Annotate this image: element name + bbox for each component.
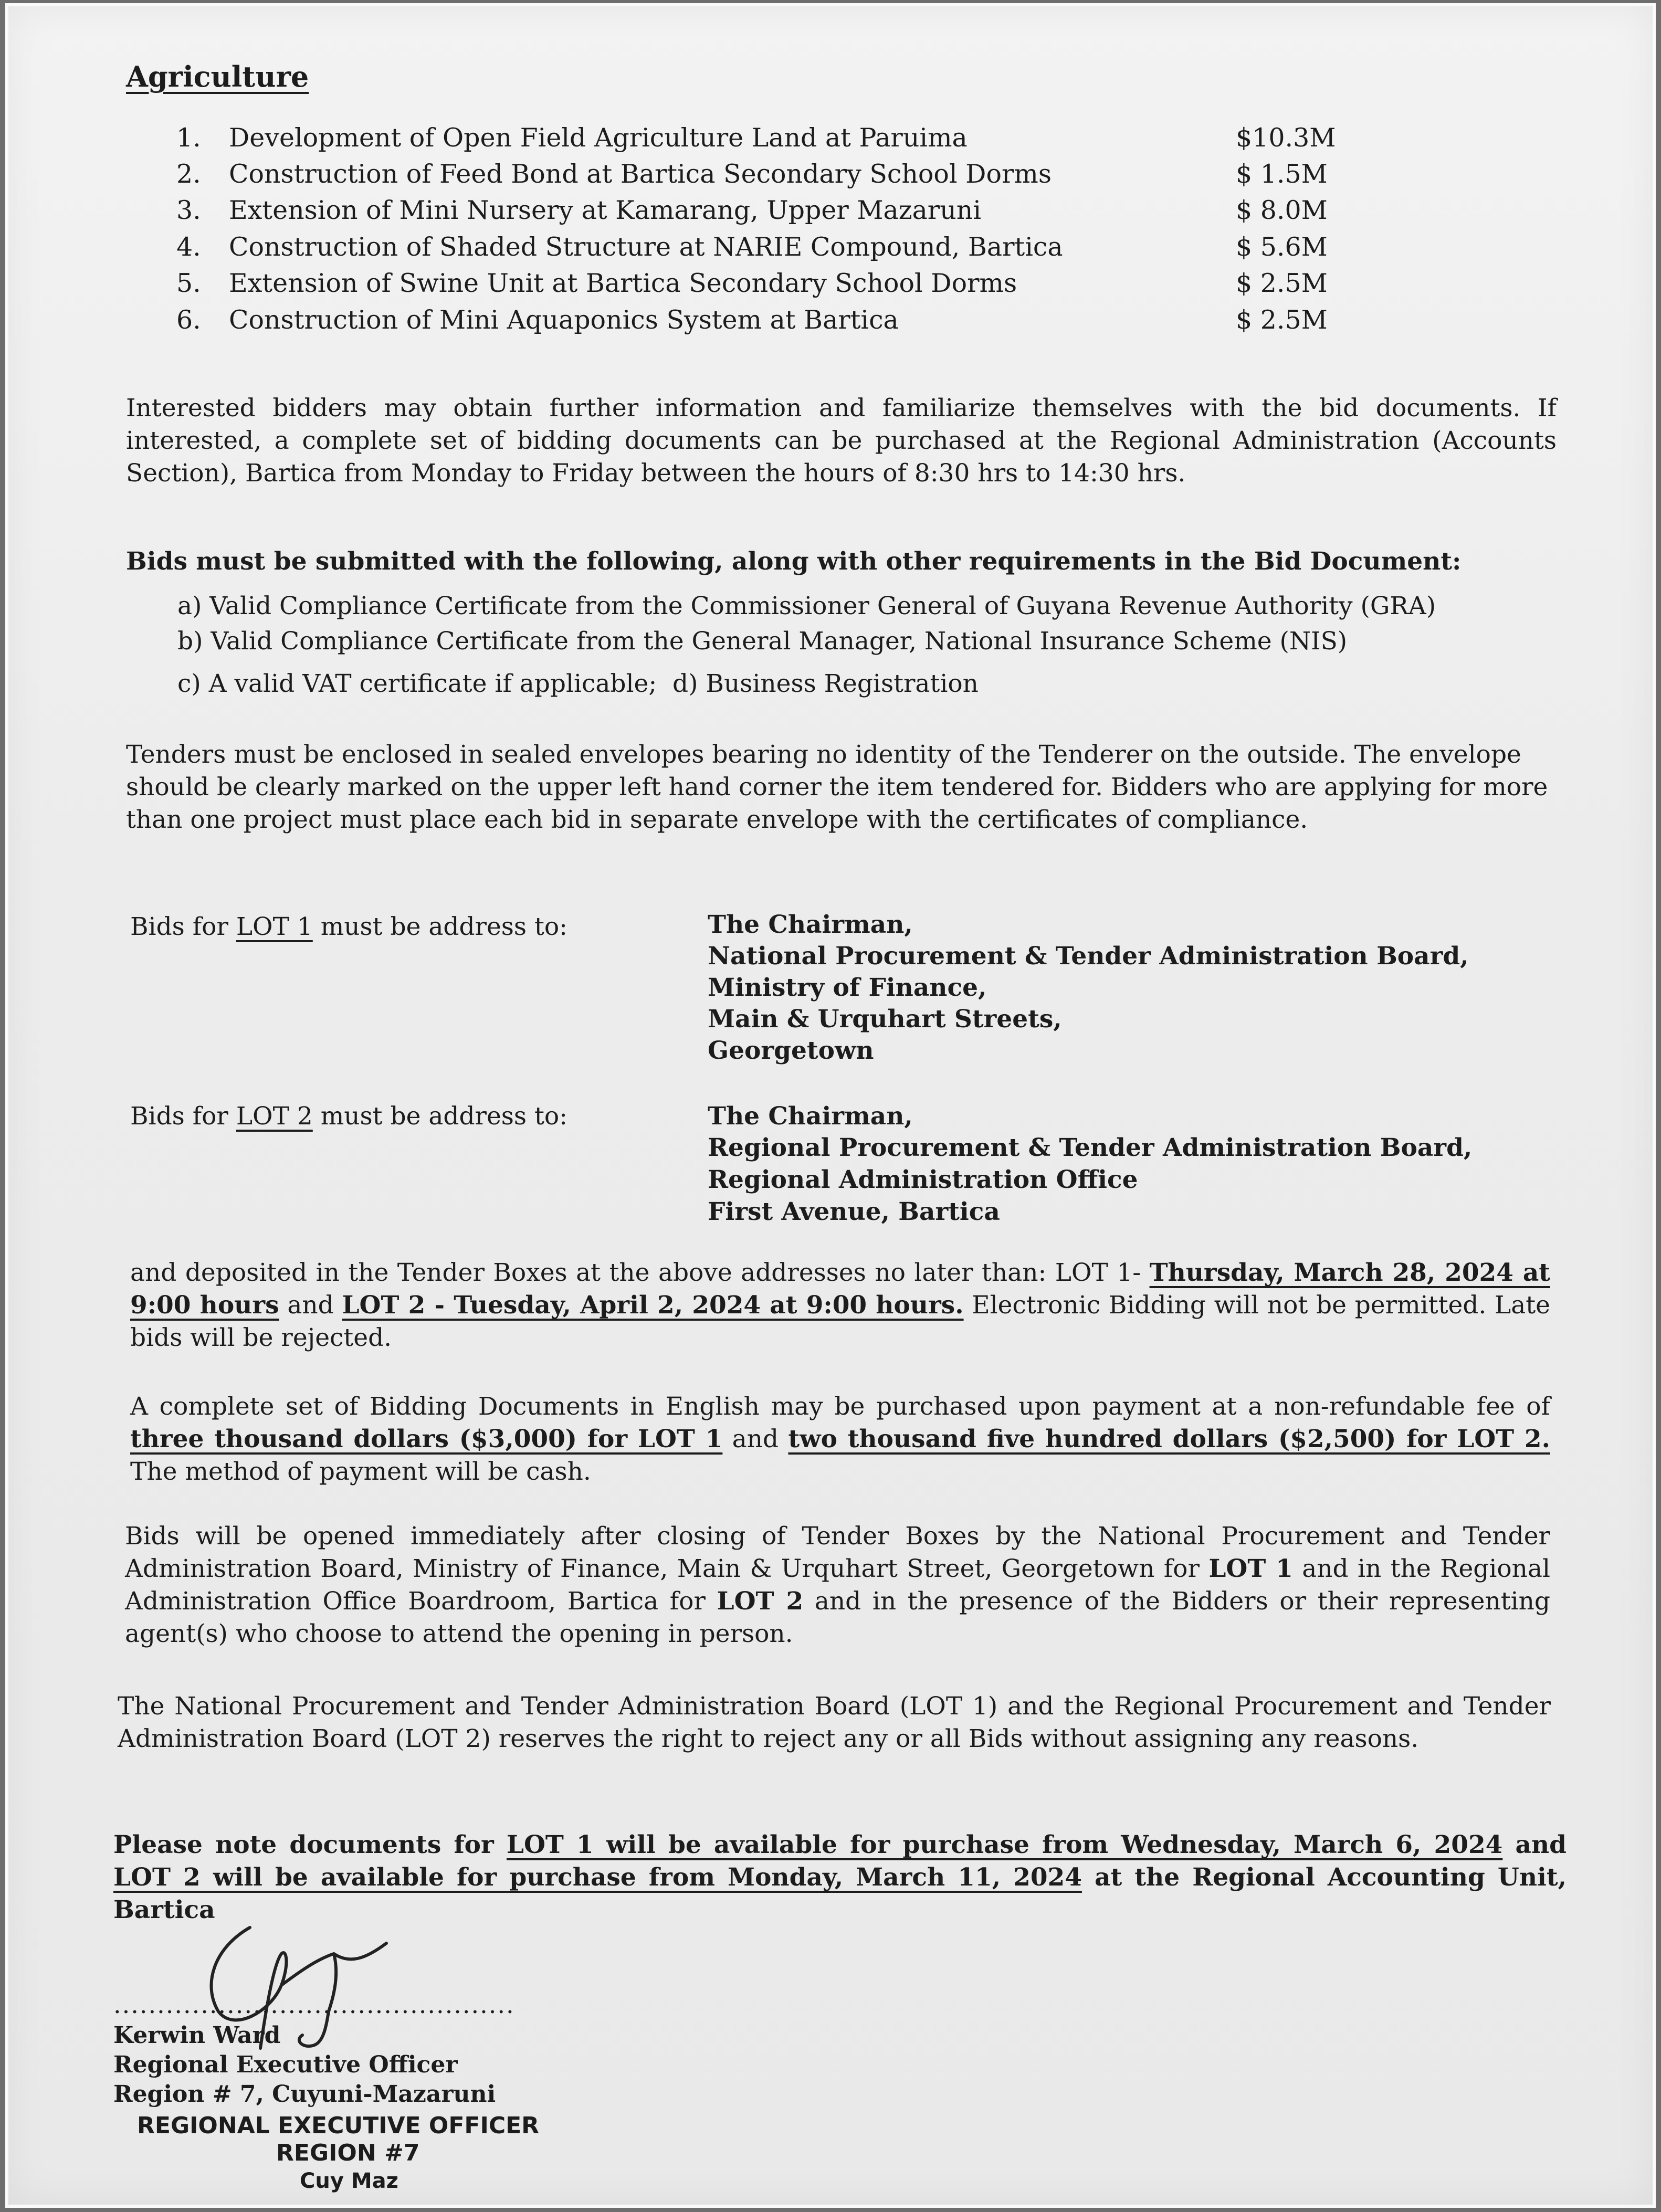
lot2-address-line: Regional Administration Office — [708, 1165, 1138, 1194]
lot1-address-line: The Chairman, — [708, 910, 913, 939]
project-description: Extension of Mini Nursery at Kamarang, Upper Mazaruni — [229, 195, 981, 225]
project-description: Construction of Shaded Structure at NARIE Compound, Bartica — [229, 232, 1063, 262]
lot1-deadline: Thursday, March 28, 2024 at 9:00 hours — [130, 1258, 1550, 1320]
project-amount: $ 8.0M — [1236, 195, 1328, 225]
project-item — [176, 232, 1363, 269]
project-description: Construction of Feed Bond at Bartica Secondary School Dorms — [229, 159, 1052, 189]
requirement-vat — [177, 669, 979, 698]
section-heading: Agriculture — [126, 60, 309, 93]
requirement-nis: b) Valid Compliance Certificate from the General Manager, National Insurance Scheme (NIS) — [177, 627, 1348, 656]
project-item — [176, 123, 1363, 160]
lot2-address-line: First Avenue, Bartica — [708, 1197, 1000, 1226]
project-item — [176, 305, 1363, 342]
fee-paragraph: A complete set of Bidding Documents in English may be purchased upon payment at a non-refundable fee of three thousand dollars ($3,000) for LOT 1 and two thousand five hundred dollars ($2,500) for LOT 2. The method of payment will be cash. — [130, 1392, 1550, 1486]
stamp-line: Cuy Maz — [300, 2169, 398, 2193]
project-number: 6. — [176, 305, 201, 335]
requirement-gra: a) Valid Compliance Certificate from the Commissioner General of Guyana Revenue Authority (GRA) — [177, 592, 1436, 620]
lot1-fee: three thousand dollars ($3,000) for LOT 1 — [130, 1425, 723, 1453]
requirements-heading: Bids must be submitted with the following, along with other requirements in the Bid Document: — [126, 547, 1462, 576]
lot2-availability: LOT 2 will be available for purchase from Monday, March 11, 2024 — [113, 1863, 1082, 1892]
signatory-title: Regional Executive Officer — [113, 2051, 458, 2078]
project-item — [176, 195, 1363, 232]
envelopes-paragraph: Tenders must be enclosed in sealed envelopes bearing no identity of the Tenderer on the outside. The envelope should be clearly marked on the upper left hand corner the item tendered for. Bidders who are applying for more than one project must place each bid in separate envelope with the certificates of compliance. — [126, 740, 1548, 834]
lot2-label: Bids for LOT 2 must be address to: — [130, 1102, 568, 1131]
availability-note: Please note documents for LOT 1 will be available for purchase from Wednesday, March 6, 2024 and LOT 2 will be available for purchase from Monday, March 11, 2024 at the Regional Accounting Unit, Bartica — [113, 1830, 1567, 1924]
lot2-fee: two thousand five hundred dollars ($2,500) for LOT 2. — [788, 1425, 1550, 1453]
signatory-region: Region # 7, Cuyuni-Mazaruni — [113, 2081, 496, 2108]
project-number: 3. — [176, 195, 201, 225]
lot1-name: LOT 1 — [236, 912, 313, 941]
lot2-name: LOT 2 — [236, 1102, 313, 1131]
deposit-paragraph: and deposited in the Tender Boxes at the above addresses no later than: LOT 1- Thursday, March 28, 2024 at 9:00 hours and LOT 2 - Tuesday, April 2, 2024 at 9:00 hours. Electronic Bidding will not be permitted. Late bids will be rejected. — [130, 1258, 1550, 1352]
lot1-address-line: Ministry of Finance, — [708, 973, 987, 1002]
project-number: 2. — [176, 159, 201, 189]
project-item — [176, 159, 1363, 196]
project-amount: $ 2.5M — [1236, 305, 1328, 335]
info-paragraph: Interested bidders may obtain further information and familiarize themselves with the bid documents. If interested, a complete set of bidding documents can be purchased at the Regional Administration (Accounts Section), Bartica from Monday to Friday between the hours of 8:30 hrs to 14:30 hrs. — [126, 394, 1557, 488]
project-number: 1. — [176, 123, 201, 153]
project-amount: $ 5.6M — [1236, 232, 1328, 262]
signatory-name: Kerwin Ward — [113, 2022, 281, 2049]
lot1-address-line: Main & Urquhart Streets, — [708, 1005, 1062, 1034]
project-description: Extension of Swine Unit at Bartica Secondary School Dorms — [229, 268, 1017, 298]
lot1-availability: LOT 1 will be available for purchase from Wednesday, March 6, 2024 — [506, 1830, 1503, 1859]
project-amount: $ 2.5M — [1236, 268, 1328, 298]
lot1-label: Bids for LOT 1 must be address to: — [130, 912, 568, 941]
stamp-line: REGIONAL EXECUTIVE OFFICER — [137, 2112, 540, 2139]
project-description: Development of Open Field Agriculture Land at Paruima — [229, 123, 968, 153]
project-item — [176, 268, 1363, 305]
stamp-line: REGION #7 — [276, 2140, 420, 2166]
lot2-address-line: Regional Procurement & Tender Administration Board, — [708, 1133, 1473, 1162]
lot2-address-line: The Chairman, — [708, 1102, 913, 1131]
requirement-vat-text: c) A valid VAT certificate if applicable; — [177, 669, 657, 698]
project-amount: $10.3M — [1236, 123, 1336, 153]
signature-line: .............................................. — [113, 1990, 515, 2019]
opening-paragraph: Bids will be opened immediately after closing of Tender Boxes by the National Procurement and Tender Administration Board, Ministry of Finance, Main & Urquhart Street, Georgetown for LOT 1 and in the Regional Administration Office Boardroom, Bartica for LOT 2 and in the presence of the Bidders or their representing agent(s) who choose to attend the opening in person. — [125, 1522, 1551, 1648]
project-amount: $ 1.5M — [1236, 159, 1328, 189]
project-number: 4. — [176, 232, 201, 262]
lot2-deadline: LOT 2 - Tuesday, April 2, 2024 at 9:00 hours. — [342, 1291, 964, 1320]
project-description: Construction of Mini Aquaponics System at Bartica — [229, 305, 899, 335]
lot1-address-line: Georgetown — [708, 1036, 874, 1065]
rights-paragraph: The National Procurement and Tender Administration Board (LOT 1) and the Regional Procurement and Tender Administration Board (LOT 2) reserves the right to reject any or all Bids without assigning any reasons. — [118, 1692, 1551, 1753]
requirement-business-registration: d) Business Registration — [672, 669, 979, 698]
document-page — [5, 3, 1656, 2208]
lot1-address-line: National Procurement & Tender Administration Board, — [708, 942, 1469, 971]
project-number: 5. — [176, 268, 201, 298]
